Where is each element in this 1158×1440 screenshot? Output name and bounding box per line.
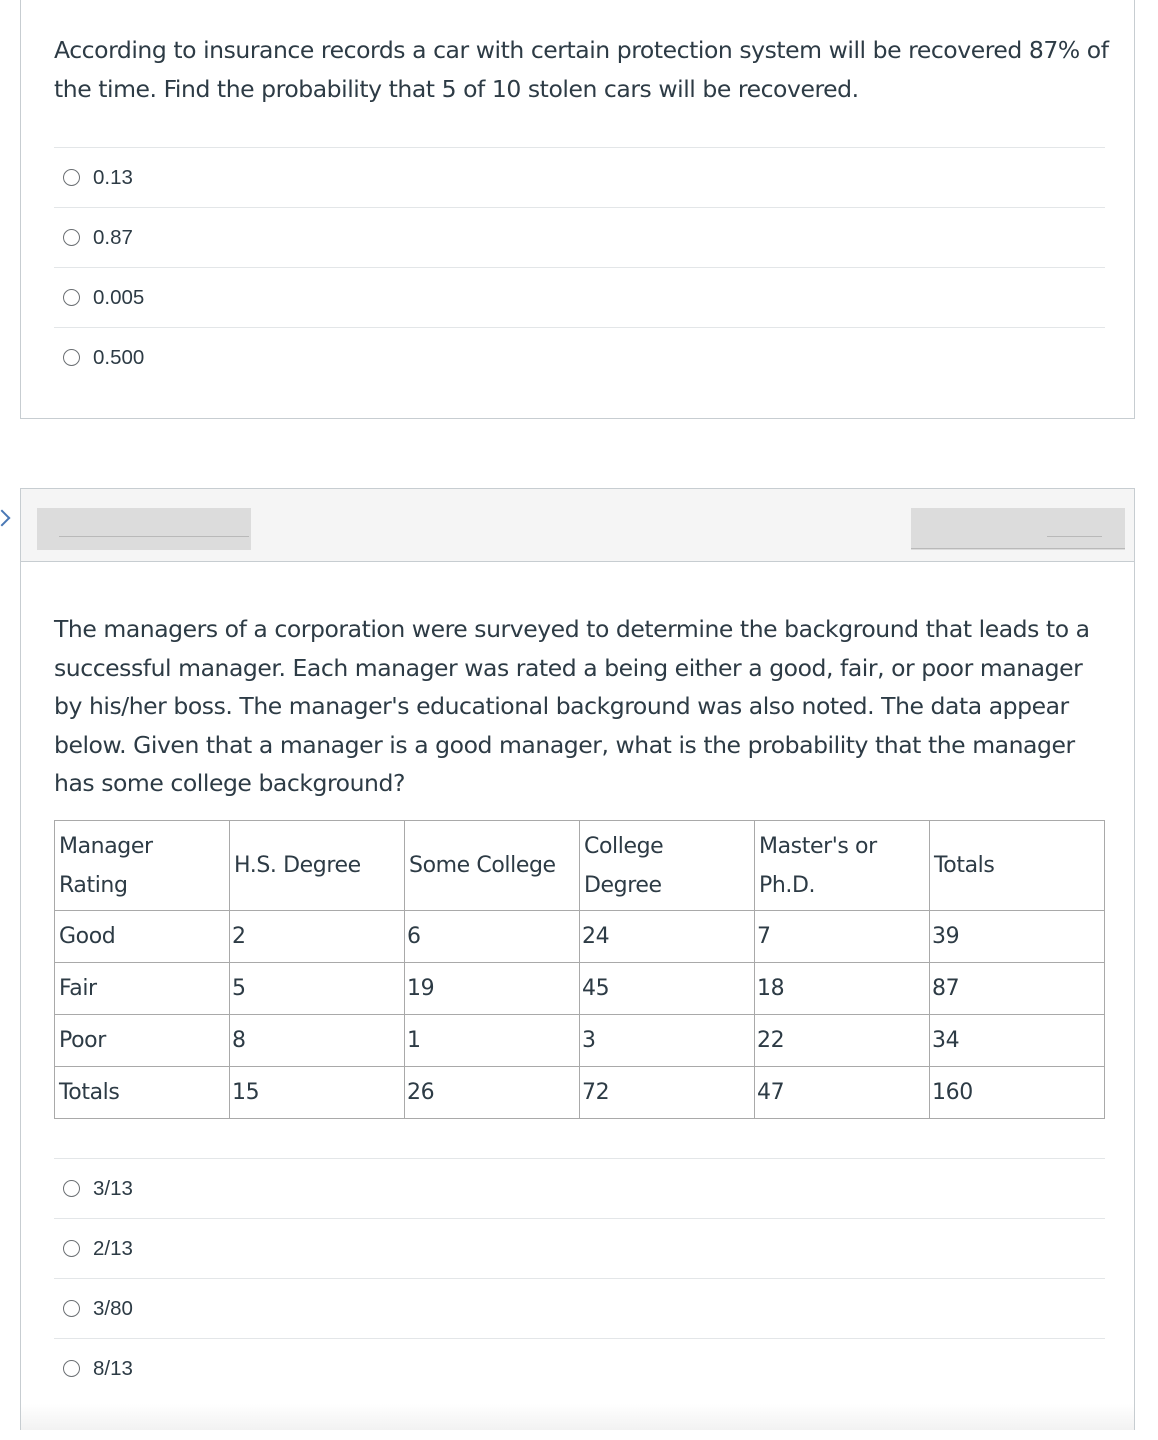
table-cell: 7 — [755, 911, 930, 963]
card-bottom-fade — [21, 1404, 1134, 1430]
table-header-cell: Some College — [405, 821, 580, 911]
answer-label[interactable]: 2/13 — [93, 1236, 133, 1260]
table-header-cell: Totals — [930, 821, 1105, 911]
answer-label[interactable]: 3/13 — [93, 1176, 133, 1200]
radio-button[interactable] — [63, 349, 80, 366]
radio-button[interactable] — [63, 289, 80, 306]
table-cell: 87 — [930, 963, 1105, 1015]
table-cell: 26 — [405, 1067, 580, 1119]
radio-button[interactable] — [63, 1180, 80, 1197]
answer-option[interactable] — [54, 267, 1105, 327]
table-cell: 8 — [230, 1015, 405, 1067]
table-cell: 15 — [230, 1067, 405, 1119]
table-cell: 47 — [755, 1067, 930, 1119]
answer-option[interactable] — [54, 1218, 1105, 1278]
table-cell: 19 — [405, 963, 580, 1015]
table-cell: 45 — [580, 963, 755, 1015]
answer-label[interactable]: 0.500 — [93, 345, 145, 369]
table-cell: 22 — [755, 1015, 930, 1067]
table-cell: 34 — [930, 1015, 1105, 1067]
radio-button[interactable] — [63, 1240, 80, 1257]
answer-option[interactable] — [54, 207, 1105, 267]
table-header-cell: Manager Rating — [55, 821, 230, 911]
answer-option[interactable] — [54, 1158, 1105, 1218]
answer-option[interactable] — [54, 1338, 1105, 1398]
question-header — [21, 489, 1134, 562]
table-cell: Fair — [55, 963, 230, 1015]
answer-label[interactable]: 0.13 — [93, 165, 133, 189]
answer-option[interactable] — [54, 1278, 1105, 1338]
table-row — [55, 1067, 1105, 1119]
table-cell: 72 — [580, 1067, 755, 1119]
table-cell: 3 — [580, 1015, 755, 1067]
table-cell: 24 — [580, 911, 755, 963]
question-card-2 — [20, 488, 1135, 1430]
answer-option[interactable] — [54, 327, 1105, 387]
question-title-redacted — [37, 508, 251, 550]
answer-list — [54, 147, 1105, 387]
table-cell: Poor — [55, 1015, 230, 1067]
question-points-redacted — [911, 508, 1125, 550]
data-table — [54, 820, 1105, 1119]
table-cell: 6 — [405, 911, 580, 963]
question-text: According to insurance records a car with certain protection system will be recovered 87% of the time. Find the probability that 5 of 10 stolen cars will be recovered. — [54, 36, 1109, 103]
answer-option[interactable] — [54, 147, 1105, 207]
answer-label[interactable]: 3/80 — [93, 1296, 133, 1320]
question-text: The managers of a corporation were surveyed to determine the background that leads to a successful manager. Each manager was rated a being either a good, fair, or poor manager by his/her boss. The manager's educational background was also noted. The data appear below. Given that a manager is a good manager, what is the probability that the manager has some college background? — [54, 615, 1090, 797]
radio-button[interactable] — [63, 169, 80, 186]
table-cell: 39 — [930, 911, 1105, 963]
table-row — [55, 963, 1105, 1015]
radio-button[interactable] — [63, 1360, 80, 1377]
table-row — [55, 1015, 1105, 1067]
radio-button[interactable] — [63, 229, 80, 246]
answer-list — [54, 1158, 1105, 1398]
radio-button[interactable] — [63, 1300, 80, 1317]
table-header-cell: College Degree — [580, 821, 755, 911]
table-cell: Totals — [55, 1067, 230, 1119]
answer-label[interactable]: 0.87 — [93, 225, 133, 249]
table-cell: 1 — [405, 1015, 580, 1067]
table-header-row — [55, 821, 1105, 911]
table-cell: 5 — [230, 963, 405, 1015]
table-header-cell: Master's or Ph.D. — [755, 821, 930, 911]
table-cell: 2 — [230, 911, 405, 963]
collapse-chevron-icon[interactable] — [0, 510, 10, 527]
answer-label[interactable]: 8/13 — [93, 1356, 133, 1380]
table-row — [55, 911, 1105, 963]
answer-label[interactable]: 0.005 — [93, 285, 145, 309]
table-header-cell: H.S. Degree — [230, 821, 405, 911]
question-card-1 — [20, 0, 1135, 419]
table-cell: 160 — [930, 1067, 1105, 1119]
table-cell: 18 — [755, 963, 930, 1015]
table-cell: Good — [55, 911, 230, 963]
